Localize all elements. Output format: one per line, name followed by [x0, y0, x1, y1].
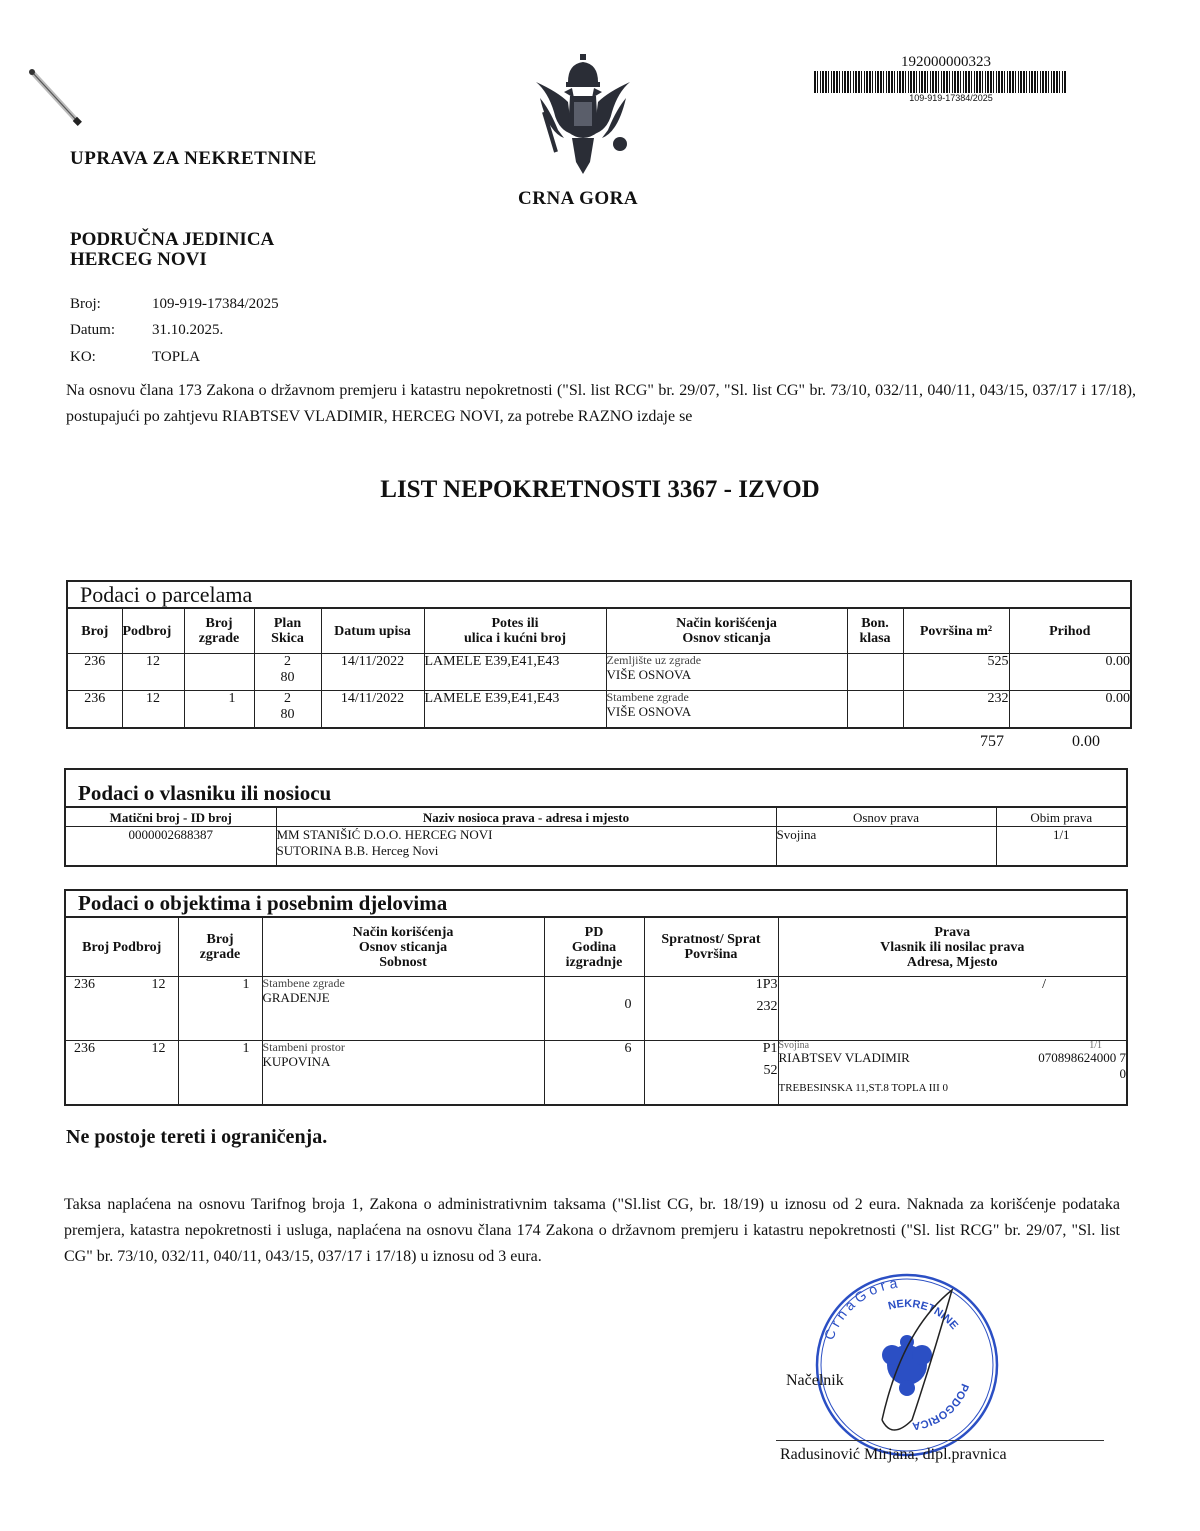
cell-pd-godina: 6 [544, 1041, 644, 1105]
col-naziv: Naziv nosioca prava - adresa i mjesto [276, 808, 776, 827]
col-povrsina: Površina m² [903, 609, 1009, 654]
cell-povrsina: 525 [903, 654, 1009, 691]
official-stamp-icon [812, 1270, 1002, 1460]
cell-broj-zgrade: 1 [184, 691, 254, 728]
svg-text:NEKRETNINE [887, 1298, 960, 1332]
col-broj-zgrade: Broj zgrade [178, 918, 262, 977]
fee-paragraph: Taksa naplaćena na osnovu Tarifnog broja 1, Zakona o administrativnim taksama ("Sl.list CG, br. 18/19) u iznosu od 2 eura. Naknada za korišćenje podataka premjera, katastra nepokretnosti i usluga, naplaćena na osnovu člana 174 Zakona o državnom premjeru i katastru nepokretnosti ("Sl. list RCG" br. 29/07, "Sl. list CG" br. 73/10, 032/11, 040/11, 043/15, 037/17 i 17/18) u iznosu od 3 eura. [64, 1196, 1120, 1265]
cell-podbroj: 12 [122, 691, 184, 728]
no-burdens-statement: Ne postoje tereti i ograničenja. [66, 1126, 328, 1148]
section-title-owners: Podaci o vlasniku ili nosiocu [66, 770, 1126, 808]
right-type: Svojina 1/1 [778, 1040, 1102, 1051]
stamp-ring-text: C r n a G o r a [820, 1274, 899, 1342]
cell-podbroj: 12 [122, 654, 184, 691]
parcels-grid [68, 609, 1130, 727]
col-osnov-prava: Osnov prava [776, 808, 996, 827]
objects-header-row [66, 918, 1126, 977]
col-podbroj: Podbroj [122, 609, 184, 654]
cell-plan-skica: 2 80 [254, 654, 321, 691]
meta-label-datum: Datum: [70, 322, 115, 338]
cell-nacin: Stambene zgrade VIŠE OSNOVA [606, 691, 847, 728]
meta-value-datum: 31.10.2025. [152, 322, 224, 338]
col-datum-upisa: Datum upisa [321, 609, 424, 654]
col-prava: Prava Vlasnik ili nosilac prava Adresa, Mjesto [778, 918, 1126, 977]
cell-nacin: Stambene zgrade GRADENJE [262, 977, 544, 1041]
owners-grid [66, 808, 1126, 865]
meta-label-broj: Broj: [70, 296, 101, 312]
table-row [66, 1041, 1126, 1105]
cell-prava [778, 1041, 1126, 1105]
table-row [68, 691, 1130, 728]
cell-bon [847, 691, 903, 728]
col-nacin: Način korišćenja Osnov sticanja Sobnost [262, 918, 544, 977]
cell-broj: 236 [68, 691, 122, 728]
col-plan-skica: Plan Skica [254, 609, 321, 654]
col-pd-godina: PD Godina izgradnje [544, 918, 644, 977]
cell-prava: / [778, 977, 1126, 1041]
total-area: 757 [980, 733, 1004, 750]
cell-spratnost: P1 52 [644, 1041, 778, 1105]
svg-text:PODGORICA [911, 1382, 970, 1432]
meta-value-broj: 109-919-17384/2025 [152, 296, 279, 312]
total-income: 0.00 [1072, 733, 1100, 750]
cell-nacin: Stambeni prostor KUPOVINA [262, 1041, 544, 1105]
section-title-parcels: Podaci o parcelama [68, 582, 1130, 609]
regional-unit [70, 230, 274, 270]
barcode-number: 192000000323 [901, 54, 991, 70]
col-spratnost: Spratnost/ Sprat Površina [644, 918, 778, 977]
unit-line-2: HERCEG NOVI [70, 249, 207, 270]
owner-address: TREBESINSKA 11,ST.8 TOPLA III 0 [778, 1082, 948, 1094]
cell-plan-skica: 2 80 [254, 691, 321, 728]
cell-name-address: MM STANIŠIĆ D.O.O. HERCEG NOVI SUTORINA B.B. Herceg Novi [276, 827, 776, 866]
unit-line-1: PODRUČNA JEDINICA [70, 229, 275, 250]
cell-bon [847, 654, 903, 691]
parcels-table [66, 580, 1132, 729]
barcode-bars [814, 71, 1066, 93]
cell-pd-godina: 0 [544, 977, 644, 1041]
parcels-totals [980, 733, 1100, 751]
section-title-objects: Podaci o objektima i posebnim djelovima [66, 891, 1126, 918]
parcels-header-row [68, 609, 1130, 654]
agency-name: UPRAVA ZA NEKRETNINE [70, 148, 317, 169]
meta-label-ko: KO: [70, 349, 96, 365]
cell-broj-zgrade: 1 [178, 977, 262, 1041]
cell-potes: LAMELE E39,E41,E43 [424, 654, 606, 691]
objects-table [64, 889, 1128, 1106]
objects-grid [66, 918, 1126, 1104]
signatory-name: Radusinović Mirjana, dipl.pravnica [780, 1446, 1007, 1463]
cell-prihod: 0.00 [1009, 654, 1130, 691]
cell-id: 0000002688387 [66, 827, 276, 866]
barcode [814, 54, 1068, 103]
document-title: LIST NEPOKRETNOSTI 3367 - IZVOD [380, 476, 820, 503]
cell-broj-podbroj: 236 12 [66, 977, 178, 1041]
col-prihod: Prihod [1009, 609, 1130, 654]
cell-osnov: Svojina [776, 827, 996, 866]
owner-id-suffix: 0 [1119, 1066, 1126, 1081]
cell-broj-podbroj: 236 12 [66, 1041, 178, 1105]
cell-obim: 1/1 [996, 827, 1126, 866]
col-nacin: Način korišćenja Osnov sticanja [606, 609, 847, 654]
cell-broj-zgrade: 1 [178, 1041, 262, 1105]
col-broj-zgrade: Broj zgrade [184, 609, 254, 654]
cell-datum: 14/11/2022 [321, 654, 424, 691]
table-row [66, 827, 1126, 866]
svg-text:C r n a G o r a [821, 1275, 899, 1342]
meta-value-ko: TOPLA [152, 349, 201, 365]
owners-table [64, 768, 1128, 867]
cell-prihod: 0.00 [1009, 691, 1130, 728]
stamp-left-text: NEKRETNINE [886, 1297, 961, 1332]
signatory-role: Načelnik [786, 1372, 844, 1389]
pen-icon [24, 66, 94, 136]
table-row [68, 654, 1130, 691]
cell-povrsina: 232 [903, 691, 1009, 728]
intro-paragraph: Na osnovu člana 173 Zakona o državnom premjeru i katastru nepokretnosti ("Sl. list RCG" br. 29/07, "Sl. list CG" br. 73/10, 032/11, 040/11, 043/15, 037/17 i 17/18), postupajući po zahtjevu RIABTSEV VLADIMIR, HERCEG NOVI, za potrebe RAZNO izdaje se [66, 382, 1136, 425]
col-potes: Potes ili ulica i kućni broj [424, 609, 606, 654]
cell-potes: LAMELE E39,E41,E43 [424, 691, 606, 728]
coat-of-arms-icon [528, 52, 638, 180]
cell-nacin: Zemljište uz zgrade VIŠE OSNOVA [606, 654, 847, 691]
col-broj: Broj [68, 609, 122, 654]
cell-datum: 14/11/2022 [321, 691, 424, 728]
cell-broj: 236 [68, 654, 122, 691]
stamp-top-text: PODGORICA [911, 1381, 971, 1432]
cell-spratnost: 1P3 232 [644, 977, 778, 1041]
table-row [66, 977, 1126, 1041]
barcode-caption: 109-919-17384/2025 [909, 93, 993, 103]
owners-header-row [66, 808, 1126, 827]
owner-name: RIABTSEV VLADIMIR 070898624000 7 [778, 1050, 1126, 1065]
col-bon-klasa: Bon. klasa [847, 609, 903, 654]
col-broj-podbroj: Broj Podbroj [66, 918, 178, 977]
col-maticni-broj: Matični broj - ID broj [66, 808, 276, 827]
cell-broj-zgrade [184, 654, 254, 691]
country-name: CRNA GORA [518, 188, 639, 209]
signature-line [776, 1440, 1104, 1441]
col-obim-prava: Obim prava [996, 808, 1126, 827]
